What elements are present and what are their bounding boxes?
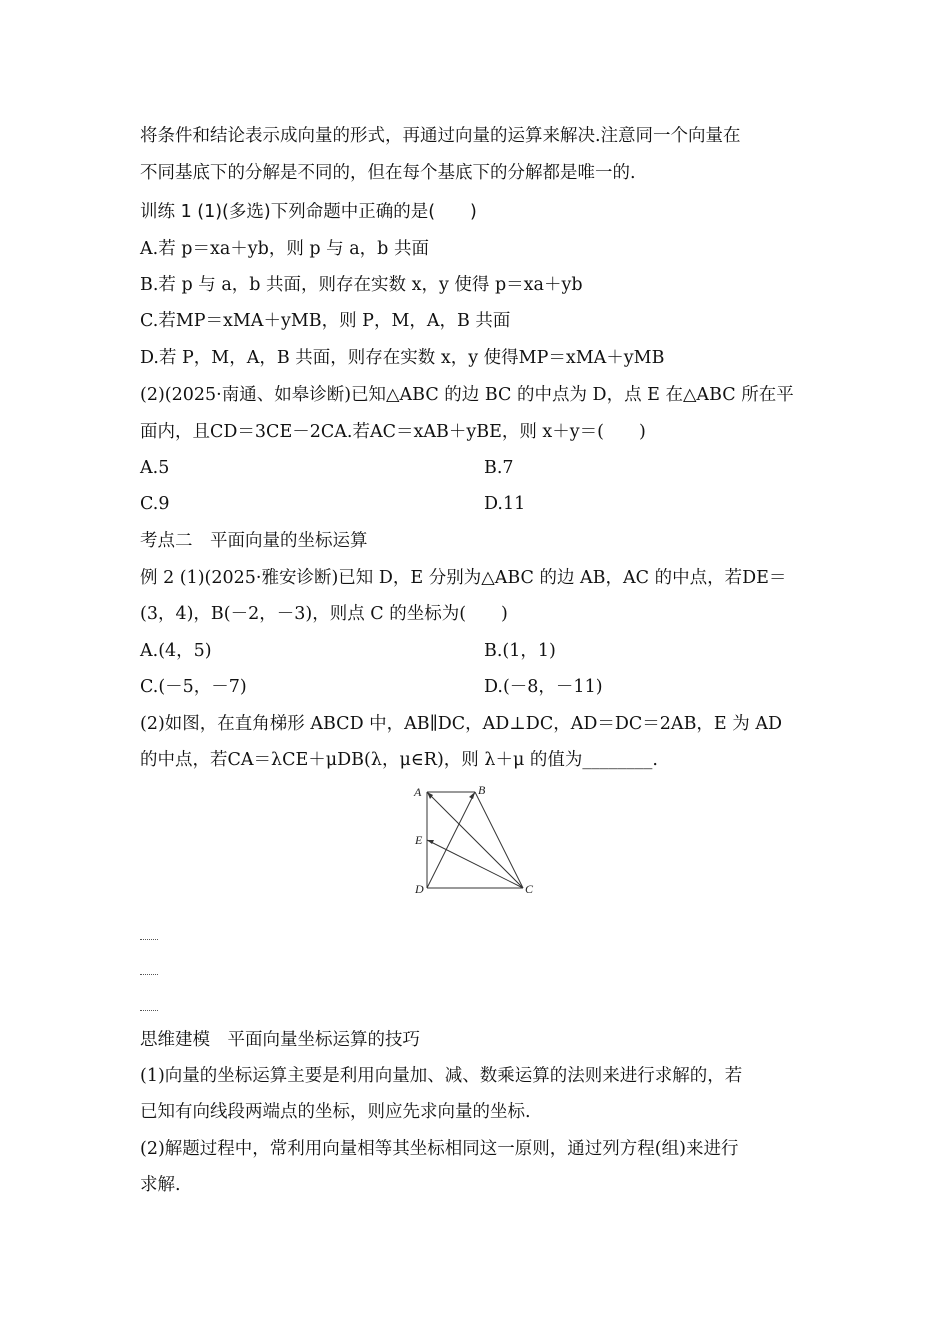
dotted-mark (140, 974, 158, 975)
option-b: B.若 p 与 a，b 共面，则存在实数 x，y 使得 p＝xa＋yb (140, 275, 583, 295)
example-heading: 例 2 (1)(2025·雅安诊断)已知 D，E 分别为△ABC 的边 AB，AC 的中点，若DE＝ (140, 568, 787, 588)
text-line: 求解. (140, 1175, 181, 1195)
option-a: A.5 (140, 458, 170, 478)
option-c: C.若MP＝xMA＋yMB，则 P，M，A，B 共面 (140, 311, 511, 331)
text-line: (2)(2025·南通、如皋诊断)已知△ABC 的边 BC 的中点为 D，点 E 在△ABC 所在平 (140, 385, 794, 405)
dotted-mark (140, 939, 158, 940)
option-b: B.(1，1) (484, 641, 556, 661)
practice-heading: 训练 1 (1)(多选)下列命题中正确的是( ) (140, 202, 477, 222)
option-c: C.9 (140, 494, 170, 514)
text-line: 的中点，若CA＝λCE＋μDB(λ，μ∈R)，则 λ＋μ 的值为________. (140, 750, 658, 770)
vector-db (427, 792, 475, 888)
arrowhead-a (427, 792, 433, 799)
vector-ca (427, 792, 523, 888)
option-a: A.(4，5) (140, 641, 212, 661)
text-line: (3，4)，B(－2，－3)，则点 C 的坐标为( ) (140, 604, 508, 624)
option-d: D.11 (484, 494, 526, 514)
section-heading: 考点二 平面向量的坐标运算 (140, 531, 368, 551)
option-b: B.7 (484, 458, 514, 478)
text-line: (2)如图，在直角梯形 ABCD 中，AB∥DC，AD⊥DC，AD＝DC＝2AB，E 为 AD (140, 714, 782, 734)
modeling-heading: 思维建模 平面向量坐标运算的技巧 (140, 1030, 420, 1050)
text-line: (2)解题过程中，常利用向量相等其坐标相同这一原则，通过列方程(组)来进行 (140, 1139, 739, 1159)
text-line: 面内，且CD＝3CE－2CA.若AC＝xAB＋yBE，则 x＋y＝( ) (140, 422, 646, 442)
label-a: A (414, 785, 422, 799)
option-c: C.(－5，－7) (140, 677, 247, 697)
label-b: B (478, 783, 486, 797)
arrowhead-b (469, 792, 475, 799)
dotted-mark (140, 1010, 158, 1011)
trapezoid-figure (405, 780, 550, 900)
text-line: 不同基底下的分解是不同的，但在每个基底下的分解都是唯一的. (140, 163, 636, 183)
label-e: E (415, 833, 423, 847)
option-a: A.若 p＝xa＋yb，则 p 与 a，b 共面 (140, 239, 429, 259)
label-d: D (415, 882, 424, 896)
text-line: (1)向量的坐标运算主要是利用向量加、减、数乘运算的法则来进行求解的，若 (140, 1066, 743, 1086)
text-line: 将条件和结论表示成向量的形式，再通过向量的运算来解决.注意同一个向量在 (140, 126, 741, 146)
segment-bc (475, 792, 523, 888)
vector-ce (427, 840, 523, 888)
text-line: 已知有向线段两端点的坐标，则应先求向量的坐标. (140, 1102, 531, 1122)
option-d: D.若 P，M，A，B 共面，则存在实数 x，y 使得MP＝xMA＋yMB (140, 348, 665, 368)
option-d: D.(－8，－11) (484, 677, 603, 697)
label-c: C (525, 882, 534, 896)
